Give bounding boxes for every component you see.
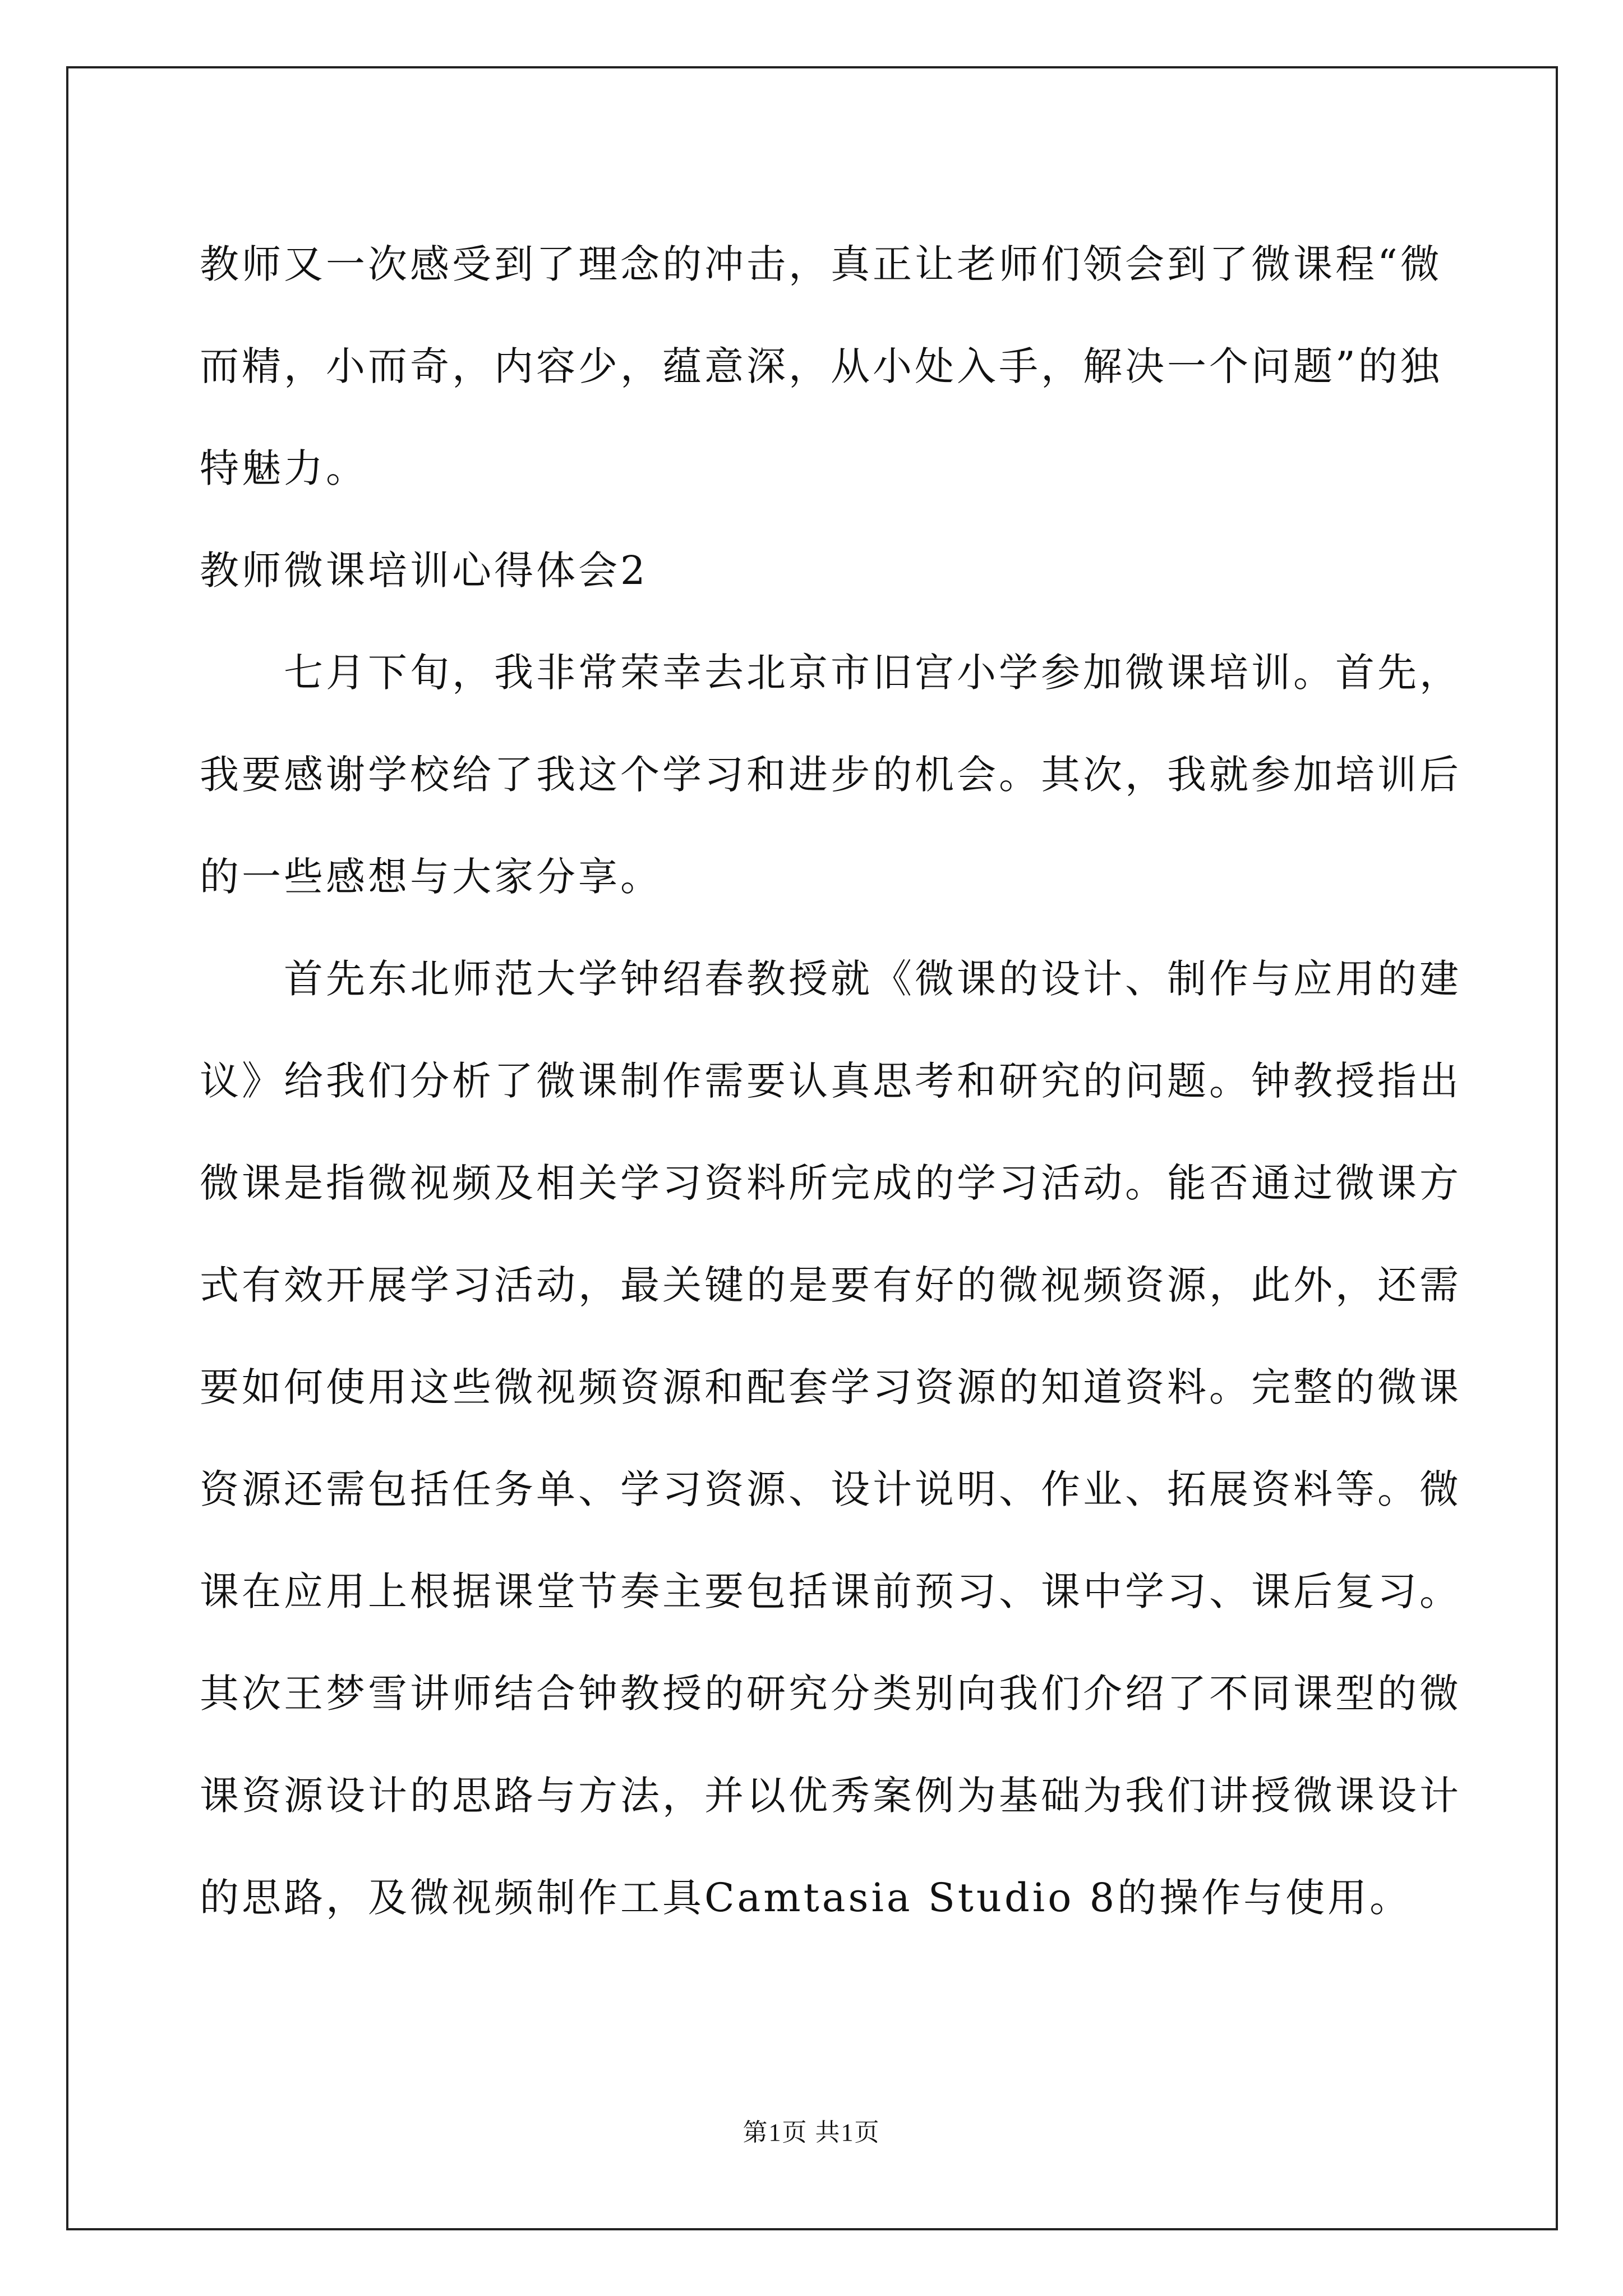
text-line: 其次王梦雪讲师结合钟教授的研究分类别向我们介绍了不同课型的微 — [200, 1671, 1461, 1717]
text-line: 议》给我们分析了微课制作需要认真思考和研究的问题。钟教授指出 — [200, 1058, 1461, 1104]
section-heading: 教师微课培训心得体会2 — [200, 547, 648, 593]
document-body — [200, 213, 1461, 1949]
text-line: 课资源设计的思路与方法，并以优秀案例为基础为我们讲授微课设计 — [200, 1773, 1461, 1819]
text-line: 微课是指微视频及相关学习资料所完成的学习活动。能否通过微课方 — [200, 1160, 1461, 1206]
text-line: 的思路，及微视频制作工具Camtasia Studio 8的操作与使用。 — [200, 1875, 1412, 1921]
text-line: 我要感谢学校给了我这个学习和进步的机会。其次，我就参加培训后 — [200, 752, 1461, 798]
text-line: 式有效开展学习活动，最关键的是要有好的微视频资源，此外，还需 — [200, 1262, 1461, 1308]
page-footer: 第1页 共1页 — [743, 2119, 880, 2146]
text-line: 七月下旬，我非常荣幸去北京市旧宫小学参加微课培训。首先， — [284, 650, 1461, 696]
text-line: 教师又一次感受到了理念的冲击，真正让老师们领会到了微课程“微 — [200, 241, 1442, 287]
text-line: 首先东北师范大学钟绍春教授就《微课的设计、制作与应用的建 — [284, 956, 1461, 1002]
text-line: 要如何使用这些微视频资源和配套学习资源的知道资料。完整的微课 — [200, 1364, 1461, 1410]
text-line: 资源还需包括任务单、学习资源、设计说明、作业、拓展资料等。微 — [200, 1466, 1461, 1512]
text-line: 的一些感想与大家分享。 — [200, 854, 662, 900]
text-line: 而精，小而奇，内容少，蕴意深，从小处入手，解决一个问题”的独 — [200, 343, 1442, 389]
text-line: 特魅力。 — [200, 445, 368, 491]
text-line: 课在应用上根据课堂节奏主要包括课前预习、课中学习、课后复习。 — [200, 1568, 1461, 1614]
